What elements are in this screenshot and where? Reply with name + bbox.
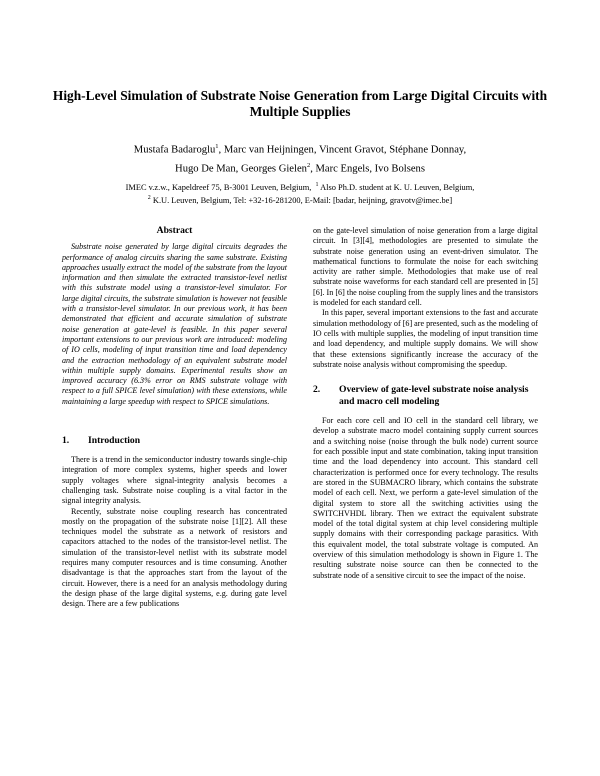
abstract-heading: Abstract	[156, 225, 193, 236]
section-1-heading: 1. Introduction	[62, 435, 141, 447]
affiliation-line-2: $^2$ K.U. Leuven, Belgium, Tel: +32-16-281200, E-Mail: [badar, heijning, gravotv@imec.be]	[147, 195, 453, 206]
section-1-paragraph: Recently, substrate noise coupling research has concentrated mostly on the propagation of the substrate noise [1][2]. All these techniques model the substrate as a network of resistors and capacitors attached to the nodes of the transistor-level netlist. The simulation of the transistor-level netlist with its substrate model requires many computer resources and is time consuming. Another disadvantage is that the approaches start from the layout of the circuit. However, there is a need for an analysis methodology during the design phase of the large digital systems, e.g. during gate level design. There are a few publications	[62, 506, 287, 609]
paper-title: High-Level Simulation of Substrate Noise Generation from Large Digital Circuits with Multiple Supplies	[52, 88, 548, 119]
section-2-paragraph: For each core cell and IO cell in the standard cell library, we develop a substrate macro model containing supply current sources and a switching noise (noise through the bulk node) current source for each possible input and state combination, taking input transition time and the load dependency into account. This standard cell characterization is performed once for every technology. The results are stored in the SUBMACRO library, which contains the substrate model of each cell. Next, we perform a gate-level simulation of the digital system to store all the switching activities using the SWITCHVHDL library. Then we extract the equivalent substrate model of the total digital system at chip level considering multiple supply domains with their corresponding package parasitics. With this equivalent model, the total substrate voltage is computed. An overview of this simulation methodology is shown in Figure 1. The resulting substrate noise source can then be connected to the substrate node of a sensitive circuit to see the impact of the noise.	[313, 416, 538, 580]
intro-continued-paragraph: on the gate-level simulation of noise generation from a large digital circuit. In [3][4], methodologies are presented to simulate the substrate noise generation using an event-driven simulator. The mathematical functions to formulate the noise for each switching activity are rather simple. Methodologies that make use of real substrate noise waveforms for each standard cell are presented in [5][6]. In [6] the noise coupling from the supply lines and the transistors is modeled for each standard cell.	[313, 226, 538, 308]
intro-continued-paragraph: In this paper, several important extensions to the fast and accurate simulation methodology of [6] are presented, such as the modeling of IO cells with multiple supplies, the modeling of input transition time and load dependency, and multiple supply domains. We will show that these extensions significantly increase the accuracy of the substrate noise analysis without compromising the speedup.	[313, 308, 538, 369]
author-line-1: Mustafa Badaroglu$^1$, Marc van Heijningen, Vincent Gravot, Stéphane Donnay,	[133, 143, 467, 156]
author-list	[50, 139, 550, 176]
left-column	[62, 226, 287, 610]
right-column	[313, 226, 538, 581]
affiliation-line-1: IMEC v.z.w., Kapeldreef 75, B-3001 Leuven, Belgium, $^1$ Also Ph.D. student at K. U. Leuven, Belgium,	[125, 182, 475, 192]
affiliation	[50, 180, 550, 207]
abstract-text: Substrate noise generated by large digital circuits degrades the performance of analog circuits sharing the same substrate. Existing approaches usually extract the model of the substrate from the layout information and then simulate the extracted transistor-level netlist with this substrate model using a transistor-level simulator. For large digital circuits, the substrate simulation is however not feasible with a transistor-level simulator. In our previous work, it has been demonstrated that efficient and accurate simulation of substrate noise generation at gate-level is feasible. In this paper several important extensions to our previous work are introduced: modeling of IO cells, modeling of input transition time and load dependency and the extraction methodology of an equivalent substrate model within multiple supply domains. Experimental results show an improved accuracy (6.3% error on RMS substrate voltage with respect to a full SPICE level simulation) with these extensions, while maintaining a large speedup with respect to SPICE simulations.	[62, 242, 287, 406]
section-1-paragraph: There is a trend in the semiconductor industry towards single-chip integration of more complex systems, higher speeds and lower supply voltages where signal-integrity analysis becomes a challenging task. Substrate noise coupling is a vital factor in the signal integrity analysis.	[62, 455, 287, 506]
author-line-2: Hugo De Man, Georges Gielen$^2$, Marc Engels, Ivo Bolsens	[175, 161, 425, 175]
section-2-heading: 2. Overview of gate-level substrate noise analysis and macro cell modeling	[313, 384, 529, 408]
